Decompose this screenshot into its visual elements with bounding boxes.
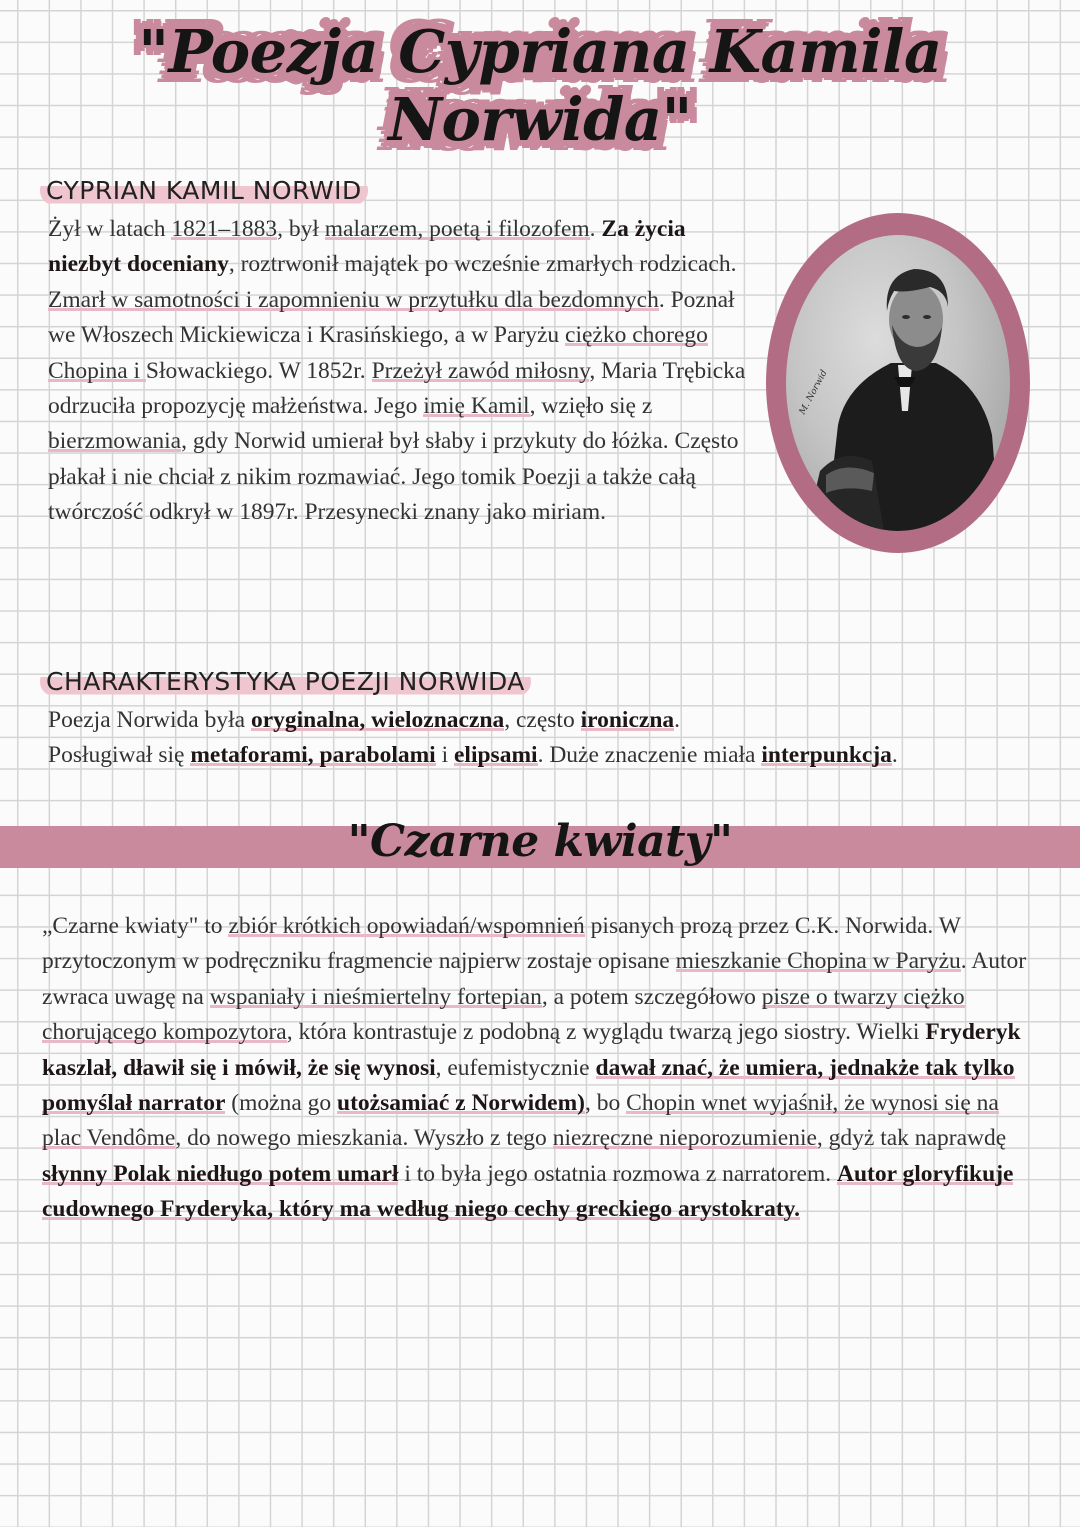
highlighted-text: wspaniały i nieśmiertelny fortepian <box>209 983 542 1010</box>
bold-highlighted-text: metaforami, parabolami <box>190 742 436 769</box>
text-run: „Czarne kwiaty" to <box>42 913 229 939</box>
text-run: , która kontrastuje z podobną z wyglądu twarzą jego siostry. Wielki <box>286 1019 926 1046</box>
text-run: i <box>435 742 454 769</box>
portrait-signature: M. Norwid <box>797 368 830 417</box>
text-run: . Duże znaczenie miała <box>537 742 762 769</box>
text-run: , a potem szczegółowo <box>541 983 762 1010</box>
text-run: . <box>589 216 602 242</box>
highlighted-text: ciężko chorego Chopina i <box>48 322 708 384</box>
page-title: "Poezja Cypriana Kamila Norwida" <box>138 17 942 154</box>
bold-highlighted-text: interpunkcja <box>761 742 892 769</box>
bold-highlighted-text: utożsamiać z Norwidem) <box>337 1090 586 1117</box>
text-run: Żył w latach <box>48 216 172 242</box>
bold-highlighted-text: elipsami <box>454 742 538 769</box>
bold-highlighted-text: słynny Polak niedługo potem umarł <box>42 1160 399 1187</box>
text-run: , był <box>277 216 325 242</box>
highlighted-text: imię Kamil <box>423 393 530 420</box>
text-run: , gdy Norwid umierał był słaby i przykuty do łóżka. Często płakał i nie chciał z nikim rozmawiać. Jego tomik Poezji a także całą twórczość odkrył w 1897r. Przesynecki znany jako miriam. <box>48 428 739 526</box>
text-run: , eufemistycznie <box>435 1054 596 1081</box>
highlighted-text: pisze o twarzy ciężko chorującego kompozytora <box>42 983 965 1046</box>
highlighted-text: malarzem, poetą i filozofem <box>324 216 590 242</box>
czarne-kwiaty-title: "Czarne kwiaty" <box>347 816 733 867</box>
highlighted-text: niezręczne nieporozumienie <box>552 1125 817 1152</box>
highlighted-text: bierzmowania <box>48 428 182 455</box>
portrait-photo <box>786 235 1010 531</box>
bio-heading: CYPRIAN KAMIL NORWID <box>40 176 368 205</box>
characteristics-text <box>48 703 1048 774</box>
text-run: , wzięło się z <box>529 393 653 420</box>
portrait-frame <box>766 213 1030 553</box>
characteristics-heading: CHARAKTERYSTYKA POEZJI NORWIDA <box>40 667 531 696</box>
highlighted-text: Zmarł w samotności i zapomnieniu w przytułku dla bezdomnych <box>48 286 659 313</box>
text-run: . <box>891 742 898 769</box>
czarne-kwiaty-text <box>42 909 1042 1228</box>
bold-highlighted-text: Autor gloryfikuje cudownego Fryderyka, który ma według niego cechy greckiego arystokraty. <box>42 1160 1014 1223</box>
highlighted-text: mieszkanie Chopina w Paryżu <box>675 948 961 975</box>
highlighted-text: zbiór krótkich opowiadań/wspomnień <box>228 913 585 939</box>
bold-highlighted-text: ironiczna <box>580 707 675 733</box>
text-run: , do nowego mieszkania. Wyszło z tego <box>175 1125 553 1152</box>
text-run: , Maria Trębicka odrzuciła propozycję małżeństwa. Jego <box>48 357 746 420</box>
text-run: , bo <box>585 1090 627 1117</box>
portrait-image <box>786 235 1010 531</box>
highlighted-text: Przeżył zawód miłosny <box>371 357 590 384</box>
highlighted-text: Chopin wnet wyjaśnił, że wynosi się na plac Vendôme <box>42 1090 999 1152</box>
text-run: Słowackiego. W 1852r. <box>145 357 372 384</box>
text-run: . Autor zwraca uwagę na <box>42 948 1027 1010</box>
bold-highlighted-text: oryginalna, wieloznaczna <box>250 707 505 733</box>
text-run: i to była jego ostatnia rozmowa z narratorem. <box>398 1160 837 1187</box>
bold-text: Za życia niezbyt doceniany <box>48 216 686 278</box>
text-run: , często <box>504 707 581 733</box>
text-run: . Poznał we Włoszech Mickiewicza i Krasińskiego, a w Paryżu <box>48 286 735 349</box>
bold-highlighted-text: dawał znać, że umiera, jednakże tak tylko pomyślał narrator <box>42 1054 1015 1117</box>
text-run: (można go <box>225 1090 338 1117</box>
text-run: Poezja Norwida była <box>48 707 251 733</box>
text-run: pisanych prozą przez C.K. Norwida. W przytoczonym w podręczniku fragmencie najpierw zostaje opisane <box>42 913 961 975</box>
bio-text <box>48 212 758 531</box>
text-run: , gdyż tak naprawdę <box>816 1125 1007 1152</box>
text-run: Posługiwał się <box>48 742 191 769</box>
text-run: . <box>674 707 681 733</box>
highlighted-text: 1821–1883 <box>171 216 278 242</box>
bold-text: Fryderyk kaszlał, dławił się i mówił, że się wynosi <box>42 1019 1021 1081</box>
text-run: , roztrwonił majątek po wcześnie zmarłych rodzicach. <box>228 251 737 278</box>
